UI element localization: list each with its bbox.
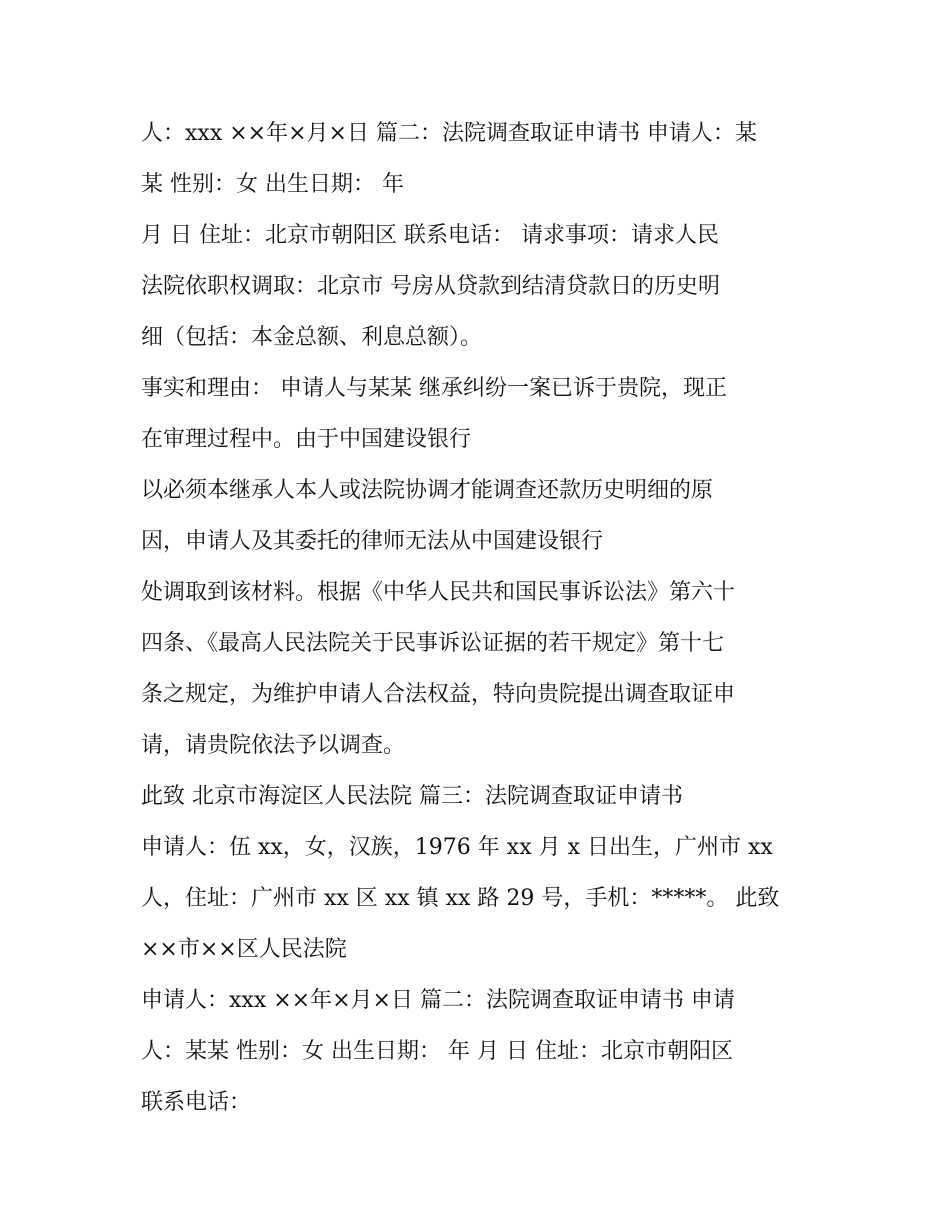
document-body [141, 108, 821, 1128]
text-line: 因，申请人及其委托的律师无法从中国建设银行 [141, 529, 604, 554]
text-line: 人：某某 性别：女 出生日期： 年 月 日 住址：北京市朝阳区 [141, 1039, 733, 1064]
text-line: 事实和理由： 申请人与某某 继承纠纷一案已诉于贵院，现正 [141, 376, 727, 401]
text-line: 四条、《最高人民法院关于民事诉讼证据的若干规定》第十七 [141, 631, 725, 656]
text-line: 某 性别：女 出生日期： 年 [141, 172, 404, 197]
text-line: 请，请贵院依法予以调查。 [141, 733, 406, 758]
text-line: 法院依职权调取：北京市 号房从贷款到结清贷款日的历史明 [141, 274, 720, 299]
text-line: 细（包括：本金总额、利息总额）。 [141, 325, 483, 350]
text-line: 条之规定，为维护申请人合法权益，特向贵院提出调查取证申 [141, 682, 736, 707]
text-line: 申请人：伍 xx，女，汉族，1976 年 xx 月 x 日出生，广州市 xx [141, 835, 773, 860]
text-line: 人，住址：广州市 xx 区 xx 镇 xx 路 29 号，手机：*****。 此致 [141, 886, 780, 911]
text-line: 申请人：xxx ××年×月×日 篇二：法院调查取证申请书 申请 [141, 988, 735, 1013]
text-line: 在审理过程中。由于中国建设银行 [141, 427, 472, 452]
text-line: 联系电话： [141, 1090, 252, 1115]
text-line: ××市××区人民法院 [141, 937, 347, 962]
text-line: 人：xxx ××年×月×日 篇二：法院调查取证申请书 申请人：某 [141, 121, 757, 146]
text-line: 此致 北京市海淀区人民法院 篇三：法院调查取证申请书 [141, 784, 683, 809]
text-line: 处调取到该材料。根据《中华人民共和国民事诉讼法》第六十 [141, 580, 736, 605]
text-line: 以必须本继承人本人或法院协调才能调查还款历史明细的原 [141, 478, 714, 503]
text-line: 月 日 住址：北京市朝阳区 联系电话： 请求事项：请求人民 [141, 223, 719, 248]
